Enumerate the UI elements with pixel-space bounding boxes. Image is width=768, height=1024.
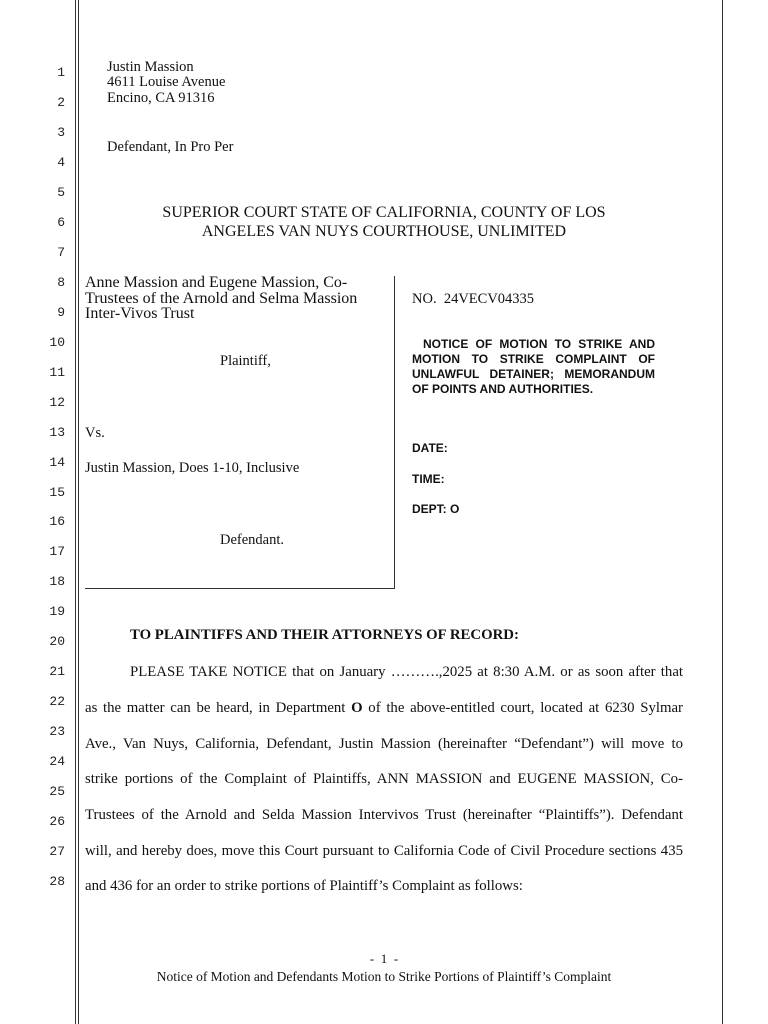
body-line-6: will, and hereby does, move this Court pursuant to California Code of Civil Procedure sections 435	[85, 843, 683, 859]
notice-title-line-2: MOTION TO STRIKE COMPLAINT OF	[412, 352, 655, 366]
line-number: 6	[57, 215, 65, 230]
page-number: - 1 -	[369, 951, 399, 966]
line-number: 17	[49, 544, 65, 559]
body-line-1: PLEASE TAKE NOTICE that on January ……….,2025 at 8:30 A.M. or as soon after that	[130, 664, 683, 680]
notice-title-line-3: UNLAWFUL DETAINER; MEMORANDUM	[412, 367, 655, 381]
body-line-2	[85, 699, 683, 717]
caption-right-border	[394, 276, 395, 588]
party-city: Encino, CA 91316	[107, 90, 215, 106]
line-number: 3	[57, 125, 65, 140]
body-line-2-end: of the above-entitled court, located at 6230 Sylmar	[362, 700, 683, 716]
salutation: TO PLAINTIFFS AND THEIR ATTORNEYS OF RECORD:	[130, 627, 519, 643]
party-name: Justin Massion	[107, 59, 194, 75]
line-number: 20	[49, 634, 65, 649]
line-number: 11	[49, 365, 65, 380]
body-line-3: Ave., Van Nuys, California, Defendant, Justin Massion (hereinafter “Defendant”) will move to	[85, 736, 683, 752]
body-line-5: Trustees of the Arnold and Selda Massion Intervivos Trust (hereinafter “Plaintiffs”). Defendant	[85, 807, 683, 823]
line-number: 1	[57, 65, 65, 80]
caption-bottom-border	[85, 588, 395, 589]
plaintiff-names-line-2: Trustees of the Arnold and Selma Massion	[85, 290, 358, 307]
line-number: 21	[49, 664, 65, 679]
versus-label: Vs.	[85, 425, 105, 441]
notice-title-line-4: OF POINTS AND AUTHORITIES.	[412, 382, 594, 396]
line-number: 13	[49, 425, 65, 440]
left-margin-rule-inner	[78, 0, 79, 1024]
left-margin-rule-outer	[75, 0, 76, 1024]
line-number: 5	[57, 185, 65, 200]
hearing-date-label: DATE:	[412, 441, 448, 455]
line-number: 22	[49, 694, 65, 709]
line-number: 26	[49, 814, 65, 829]
court-title-line-2: ANGELES VAN NUYS COURTHOUSE, UNLIMITED	[201, 223, 567, 240]
defendant-label: Defendant.	[220, 532, 285, 548]
hearing-dept-label: DEPT: O	[412, 502, 460, 516]
plaintiff-names-line-1: Anne Massion and Eugene Massion, Co-	[85, 274, 348, 291]
body-line-4: strike portions of the Complaint of Plaintiffs, ANN MASSION and EUGENE MASSION, Co-	[85, 771, 683, 787]
right-margin-rule	[722, 0, 723, 1024]
defendant-names: Justin Massion, Does 1-10, Inclusive	[85, 460, 300, 476]
line-number: 12	[49, 395, 65, 410]
line-number: 8	[57, 275, 65, 290]
body-line-7: and 436 for an order to strike portions of Plaintiff’s Complaint as follows:	[85, 878, 523, 894]
footer-title: Notice of Motion and Defendants Motion to Strike Portions of Plaintiff’s Complaint	[156, 969, 612, 984]
body-line-2-start: as the matter can be heard, in Department	[85, 700, 352, 716]
case-number: NO. 24VECV04335	[412, 291, 535, 307]
plaintiff-names-line-3: Inter-Vivos Trust	[85, 305, 195, 322]
line-number: 2	[57, 95, 65, 110]
line-number: 18	[49, 574, 65, 589]
notice-title-line-1: NOTICE OF MOTION TO STRIKE AND	[423, 337, 655, 351]
line-number: 19	[49, 604, 65, 619]
line-number: 27	[49, 844, 65, 859]
line-number: 15	[49, 485, 65, 500]
line-number: 7	[57, 245, 65, 260]
line-number: 28	[49, 874, 65, 889]
hearing-time-label: TIME:	[412, 472, 445, 486]
court-title-line-1: SUPERIOR COURT STATE OF CALIFORNIA, COUNTY OF LOS	[162, 204, 606, 221]
line-number: 16	[49, 514, 65, 529]
department-letter: O	[351, 700, 363, 716]
party-street: 4611 Louise Avenue	[107, 74, 226, 90]
line-number: 9	[57, 305, 65, 320]
line-number: 25	[49, 784, 65, 799]
line-number: 10	[49, 335, 65, 350]
plaintiff-label: Plaintiff,	[220, 353, 271, 369]
line-number: 4	[57, 155, 65, 170]
line-number: 23	[49, 724, 65, 739]
party-role: Defendant, In Pro Per	[107, 139, 234, 155]
line-number: 24	[49, 754, 65, 769]
line-number: 14	[49, 455, 65, 470]
